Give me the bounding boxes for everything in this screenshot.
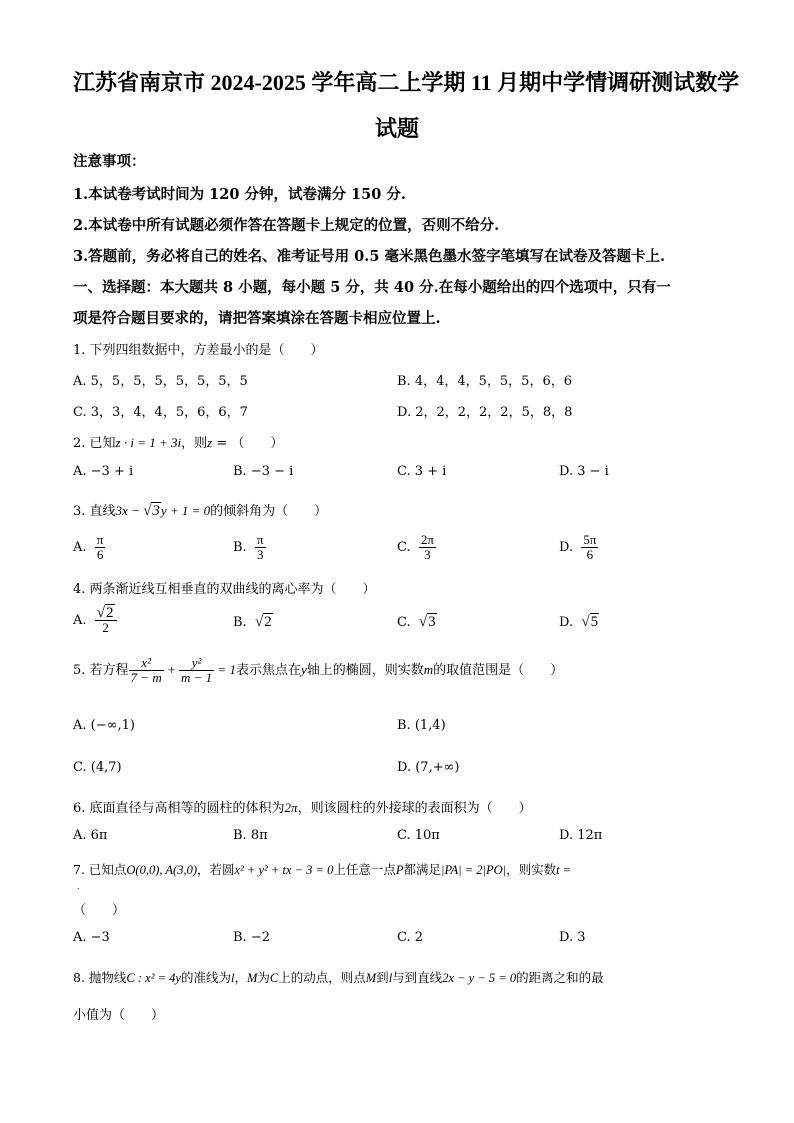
q3-tail: 的倾斜角为（ ）: [210, 504, 328, 519]
q4-a-sqrt: √2: [96, 605, 114, 621]
q7-stem: [73, 860, 571, 878]
notes-item-1: 1.本试卷考试时间为 120 分钟，试卷满分 150 分.: [73, 186, 406, 203]
q5-plus: +: [163, 662, 179, 677]
q8-mid-6: 与到直线: [392, 970, 443, 985]
q3-option-a: [73, 533, 105, 562]
q4-option-b: [233, 614, 273, 631]
q8-l: l: [230, 971, 235, 985]
q7-paren: （ ）: [73, 903, 126, 918]
q4-option-c: [397, 614, 437, 631]
q3-d-label: D.: [559, 540, 574, 555]
q3-radicand: 3: [152, 503, 160, 519]
q3-b-num: π: [256, 532, 264, 547]
q8-mid-5: 到: [376, 970, 389, 985]
q7-P: P: [395, 863, 404, 877]
q6-volume: 2π: [284, 800, 298, 815]
q5-m: m: [423, 662, 434, 677]
q4-option-a: [73, 606, 117, 635]
q5-option-c: C. (4,7): [73, 760, 122, 775]
q4-d-label: D.: [559, 615, 574, 630]
q8-line: 2x − y − 5 = 0: [442, 971, 517, 985]
notes-item-2: 2.本试卷中所有试题必须作答在答题卡上规定的位置，否则不给分.: [73, 217, 500, 234]
q2-option-d: D. 3 − i: [559, 464, 609, 479]
q4-option-d: [559, 614, 599, 631]
notes-heading: 注意事项：: [73, 153, 146, 170]
section-heading-line2: 项是符合题目要求的，请把答案填涂在答题卡相应位置上.: [73, 310, 441, 327]
q3-option-b: [233, 533, 266, 562]
q3-number: 3. 直线: [73, 504, 116, 519]
q3-a-fraction: [95, 533, 106, 562]
q2-tail: = （ ）: [212, 436, 284, 451]
q3-b-label: B.: [233, 540, 247, 555]
q5-fraction-2: [179, 656, 214, 685]
q7-t: t =: [556, 863, 572, 877]
q4-b-sqrt: √2: [254, 614, 272, 630]
q6-stem-part2: ，则该圆柱的外接球的表面积为（ ）: [297, 801, 532, 816]
q8-mid-3: 为: [257, 970, 270, 985]
q2-mid: ，则: [181, 436, 208, 451]
q8-stem-line2: 小值为（ ）: [73, 1008, 165, 1023]
q2-equation: z · i = 1 + 3i: [115, 435, 182, 450]
q2-number: 2. 已知: [73, 436, 116, 451]
q4-b-radicand: 2: [264, 614, 272, 630]
q1-option-b: B. 4，4，4，5，5，5，6，6: [397, 374, 572, 389]
q5-equals: = 1: [214, 662, 236, 677]
q5-number: 5. 若方程: [73, 663, 129, 678]
q3-c-num: 2π: [420, 532, 434, 547]
q8-mid-4: 上的动点，则点: [278, 970, 366, 985]
q3-c-label: C.: [397, 540, 411, 555]
q3-d-num: 5π: [583, 532, 597, 547]
section-heading-line1: 一、选择题：本大题共 8 小题，每小题 5 分，共 40 分.在每小题给出的四个选项中，只有一: [73, 279, 671, 296]
q7-number: 7. 已知点: [73, 862, 127, 877]
notes-item-3: 3.答题前，务必将自己的姓名、准考证号用 0.5 毫米黑色墨水签字笔填写在试卷及答题卡上.: [73, 248, 666, 265]
q8-mid-2: ，: [234, 970, 247, 985]
q5-f2-den: m − 1: [181, 670, 213, 685]
q8-C: C: [269, 971, 279, 985]
q3-c-den: 3: [424, 547, 431, 562]
q8-number: 8. 抛物线: [73, 970, 127, 985]
q6-stem-part1: 6. 底面直径与高相等的圆柱的体积为: [73, 801, 285, 816]
q6-option-d: D. 12π: [559, 828, 603, 843]
q3-expr-part1: 3x −: [115, 503, 144, 518]
q7-condition: |PA| = 2|PO|: [441, 863, 507, 877]
q3-option-c: [397, 533, 436, 562]
q5-option-d: D. (7,+∞): [397, 760, 460, 775]
q8-mid-7: 的距离之和的最: [516, 970, 604, 985]
q4-a-num: [95, 606, 117, 621]
q4-c-sqrt: √3: [418, 614, 436, 630]
q2-variable: z: [207, 435, 213, 450]
q5-tail-2: 轴上的椭圆，则实数: [306, 663, 424, 678]
q4-c-radicand: 3: [428, 614, 436, 630]
q4-d-radicand: 5: [590, 614, 599, 630]
q3-a-num: π: [96, 532, 104, 547]
doc-title-line2: 试题: [375, 116, 420, 141]
q5-option-b: B. (1,4): [397, 718, 446, 733]
q7-mid-1: ，若圆: [197, 862, 235, 877]
q4-a-radicand: 2: [106, 605, 114, 621]
q7-stray-dot: .: [77, 882, 80, 891]
q7-mid-3: 都满足: [403, 862, 442, 877]
q8-l2: l: [388, 971, 393, 985]
q1-option-c: C. 3，3，4，4，5，6，6，7: [73, 405, 248, 420]
q7-option-a: A. −3: [73, 930, 110, 945]
q3-c-fraction: [419, 533, 436, 562]
q7-option-c: C. 2: [397, 930, 424, 945]
q3-b-fraction: [255, 533, 266, 562]
q5-y-axis: y: [300, 662, 307, 677]
q8-M: M: [246, 971, 258, 985]
q3-expr-part2: y + 1 = 0: [160, 503, 211, 518]
q4-b-label: B.: [233, 615, 247, 630]
q1-option-d: D. 2，2，2，2，2，5，8，8: [397, 405, 573, 420]
q6-option-a: A. 6π: [73, 828, 108, 843]
q3-a-label: A.: [73, 540, 87, 555]
q7-circle: x² + y² + tx − 3 = 0: [234, 863, 334, 877]
q8-mid-1: 的准线为: [180, 970, 231, 985]
q2-option-c: C. 3 + i: [397, 464, 447, 479]
q3-a-den: 6: [96, 547, 104, 562]
q7-option-b: B. −2: [233, 930, 270, 945]
q3-sqrt: √3: [143, 503, 160, 519]
q7-points: O(0,0), A(3,0): [126, 863, 197, 877]
q5-tail-1: 表示焦点在: [235, 663, 301, 678]
q5-fraction-1: [129, 656, 164, 685]
q4-a-label: A.: [73, 613, 87, 628]
q3-d-den: 6: [586, 547, 594, 562]
q4-d-sqrt: √5: [581, 614, 599, 630]
q5-tail-3: 的取值范围是（ ）: [433, 663, 564, 678]
q4-a-fraction: [95, 606, 117, 635]
q1-stem: 1. 下列四组数据中，方差最小的是（ ）: [73, 343, 324, 358]
q1-option-a: A. 5，5，5，5，5，5，5，5: [73, 374, 248, 389]
q3-option-d: [559, 533, 598, 562]
q7-option-d: D. 3: [559, 930, 586, 945]
q6-stem: [73, 797, 532, 816]
q6-option-b: B. 8π: [233, 828, 268, 843]
q3-b-den: 3: [256, 547, 264, 562]
q5-f1-den: 7 − m: [130, 670, 162, 685]
q8-stem: [73, 968, 604, 986]
q2-option-b: B. −3 − i: [233, 464, 294, 479]
q8-M2: M: [365, 971, 377, 985]
q6-option-c: C. 10π: [397, 828, 440, 843]
q7-mid-2: 上任意一点: [333, 862, 396, 877]
q8-parabola: C : x² = 4y: [126, 971, 181, 985]
q4-stem: 4. 两条渐近线互相垂直的双曲线的离心率为（ ）: [73, 582, 376, 597]
doc-title-line1: 江苏省南京市 2024-2025 学年高二上学期 11 月期中学情调研测试数学: [73, 70, 740, 95]
q3-d-fraction: [581, 533, 598, 562]
q5-stem: [73, 656, 563, 685]
q5-f2-num: y²: [179, 656, 214, 671]
q3-stem: [73, 500, 327, 520]
q5-f1-num: x²: [129, 656, 164, 671]
q2-option-a: A. −3 + i: [73, 464, 134, 479]
q4-c-label: C.: [397, 615, 411, 630]
q7-mid-4: ，则实数: [506, 862, 557, 877]
q2-stem: [73, 432, 283, 451]
q5-option-a: A. (−∞,1): [73, 718, 135, 733]
q4-a-den: 2: [102, 620, 109, 635]
